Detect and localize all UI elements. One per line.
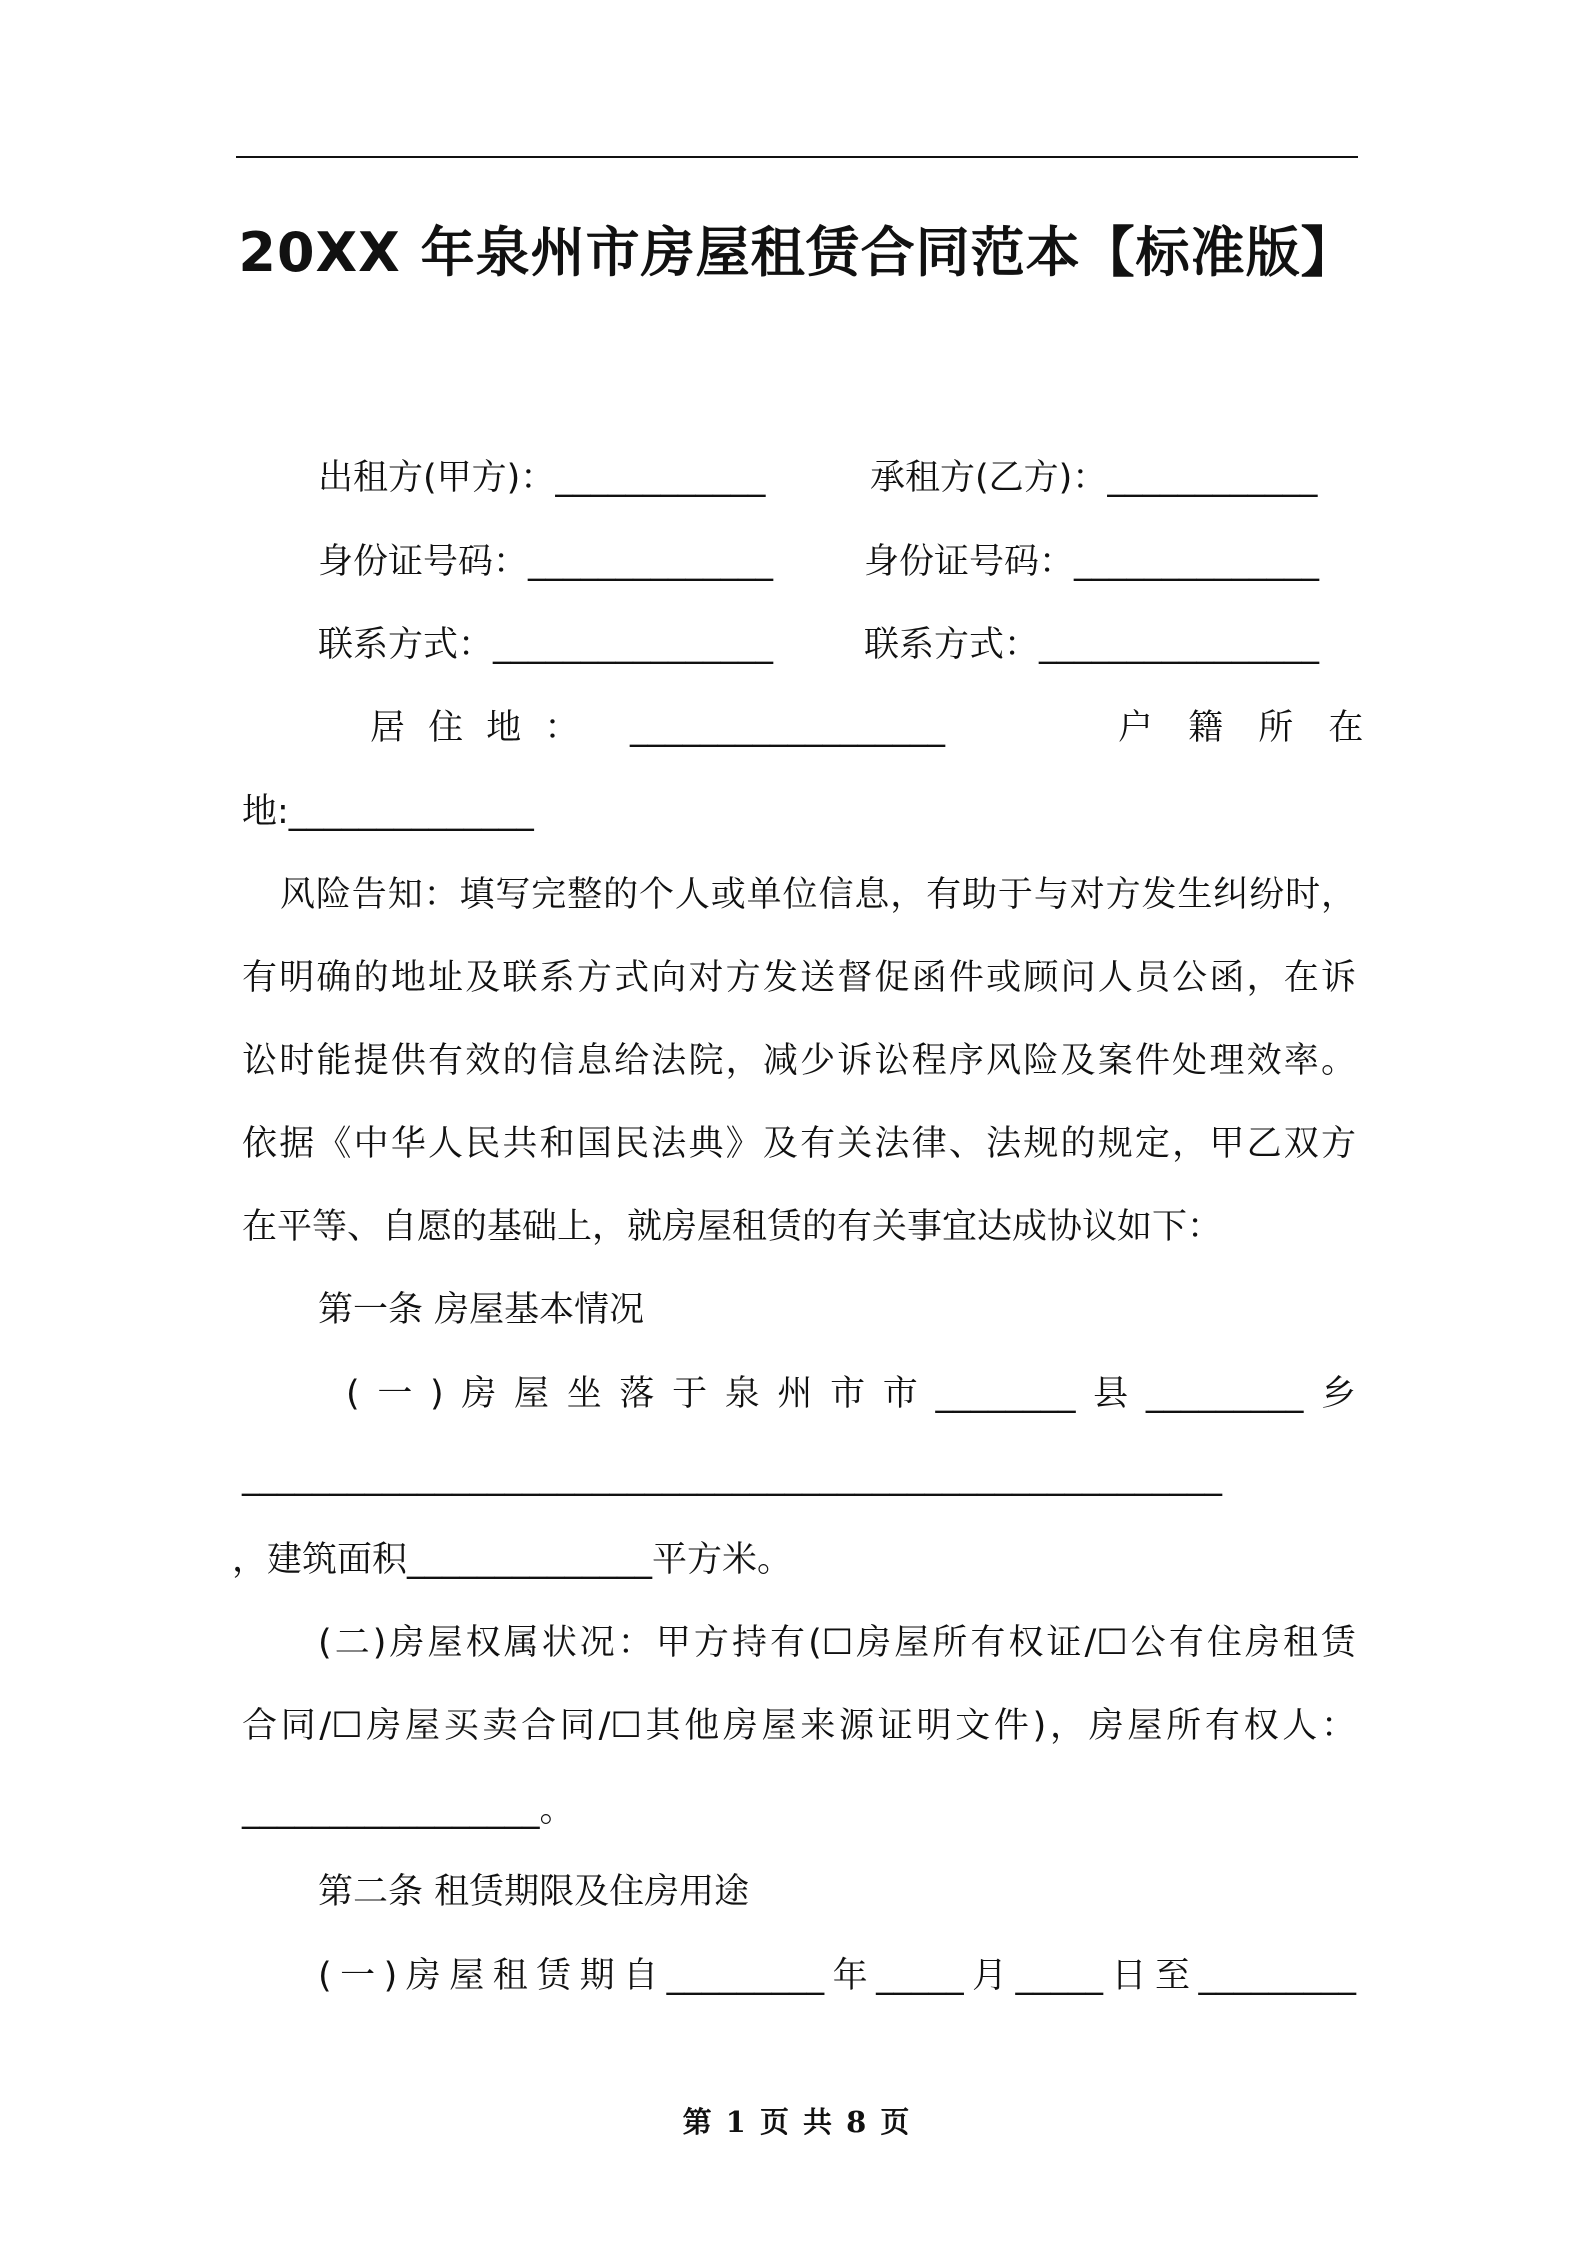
lessee-id-label: 身份证号码： [864, 542, 1075, 582]
lessee-contact-label: 联系方式： [864, 625, 1040, 665]
preamble-line-1: 依据《中华人民共和国民法典》及有关法律、法规的规定，甲乙双方 [242, 1124, 1356, 1164]
lessee-id-field [864, 542, 1319, 582]
lessor-id-field [318, 542, 773, 582]
article-1-item-2-line-1: (二)房屋权属状况：甲方持有(☐房屋所有权证/☐公有住房租赁 [318, 1623, 1356, 1663]
lessor-id-blank: ______________ [528, 542, 774, 582]
article-1-item-1-line-2: ________________________________________________________ [242, 1457, 1222, 1497]
lessee-id-blank: ______________ [1074, 542, 1320, 582]
lessor-label: 出租方(甲方)： [318, 458, 556, 498]
document-title: 20XX 年泉州市房屋租赁合同范本【标准版】 [238, 221, 1356, 284]
household-cont [242, 792, 534, 832]
residence-field [370, 708, 585, 748]
lessor-contact-blank: ________________ [493, 625, 774, 665]
article-1-heading: 第一条 房屋基本情况 [318, 1290, 645, 1330]
risk-notice-line-1: 风险告知：填写完整的个人或单位信息，有助于与对方发生纠纷时， [280, 875, 1356, 915]
lessee-label: 承租方(乙方)： [870, 458, 1108, 498]
residence-blank-field [630, 708, 945, 748]
household-field [1118, 708, 1375, 748]
risk-notice-line-3: 讼时能提供有效的信息给法院，减少诉讼程序风险及案件处理效率。 [242, 1041, 1356, 1081]
article-1-item-1-line-1: (一)房屋坐落于泉州市市________县_________乡 [346, 1374, 1356, 1414]
preamble-line-2: 在平等、自愿的基础上，就房屋租赁的有关事宜达成协议如下： [242, 1207, 1223, 1247]
residence-blank: __________________ [630, 708, 945, 748]
household-label: 户 籍 所 在 [1118, 708, 1376, 748]
header-rule [236, 156, 1358, 158]
lessee-contact-blank: ________________ [1039, 625, 1320, 665]
lessor-contact-field [318, 625, 773, 665]
lessor-field [318, 458, 765, 498]
lessor-blank: ____________ [555, 458, 766, 498]
article-1-item-1-line-3: ，建筑面积______________平方米。 [232, 1540, 793, 1580]
lessor-id-label: 身份证号码： [318, 542, 529, 582]
lessee-field [870, 458, 1317, 498]
lessee-contact-field [864, 625, 1319, 665]
article-1-item-2-line-2: 合同/☐房屋买卖合同/☐其他房屋来源证明文件)，房屋所有权人： [242, 1706, 1356, 1746]
residence-label: 居 住 地 ： [370, 708, 586, 748]
household-cont-text: 地:______________ [242, 792, 534, 832]
risk-notice-line-2: 有明确的地址及联系方式向对方发送督促函件或顾问人员公函，在诉 [242, 958, 1356, 998]
article-1-item-2-line-3: _________________。 [242, 1790, 575, 1830]
article-2-item-1-line-1: (一)房屋租赁期自_________年_____月_____日至_________ [318, 1956, 1356, 1996]
lessor-contact-label: 联系方式： [318, 625, 494, 665]
lessee-blank: ____________ [1107, 458, 1318, 498]
page-indicator: 第 1 页 共 8 页 [682, 2105, 912, 2139]
article-2-heading: 第二条 租赁期限及住房用途 [318, 1872, 750, 1912]
